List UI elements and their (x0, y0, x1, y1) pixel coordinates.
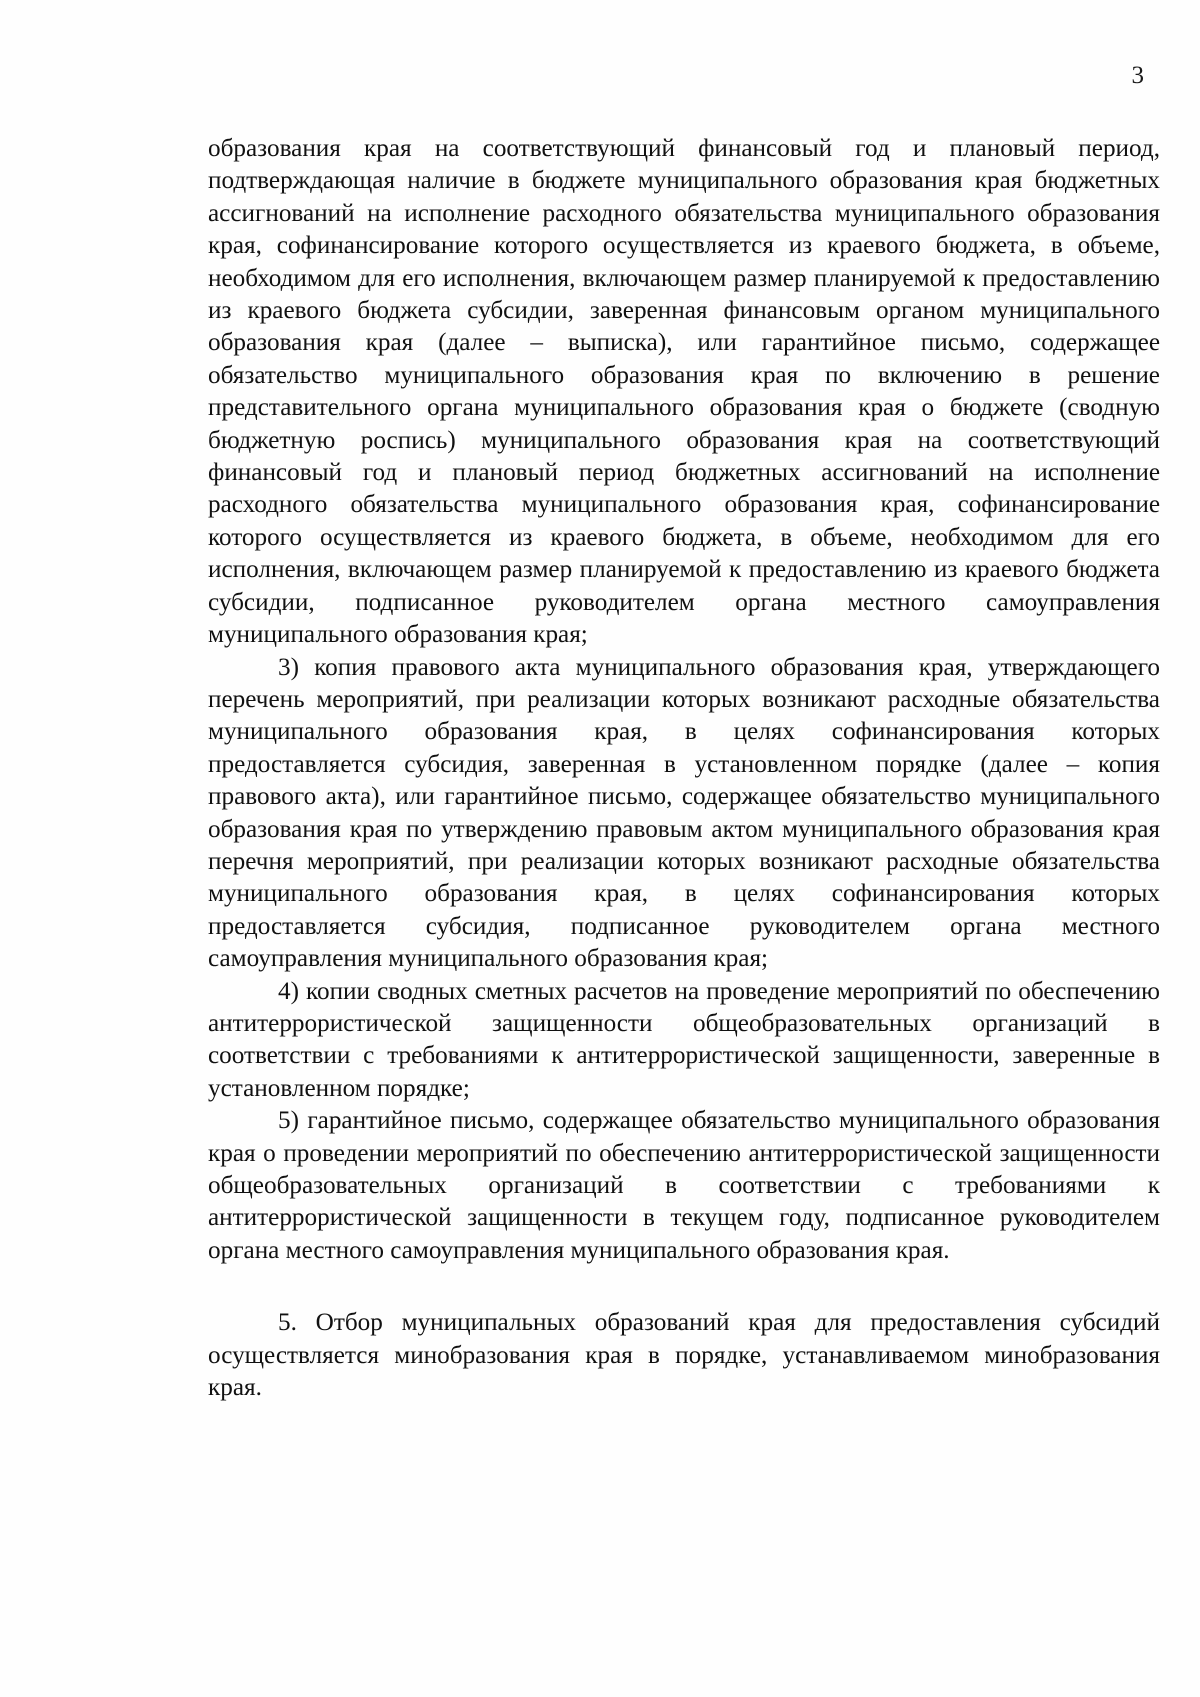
page-number: 3 (1131, 62, 1144, 89)
document-body (208, 133, 1160, 1404)
paragraph-item-3: 3) копия правового акта муниципального образования края, утверждающего перечень мероприятий, при реализации которых возникают расходные обязательства муниципального образования края, в целях софинансирования которых предоставляется субсидия, заверенная в установленном порядке (далее – копия правового акта), или гарантийное письмо, содержащее обязательство муниципального образования края по утверждению правовым актом муниципального образования края перечня мероприятий, при реализации которых возникают расходные обязательства муниципального образования края, в целях софинансирования которых предоставляется субсидия, подписанное руководителем органа местного самоуправления муниципального образования края; (208, 653, 1160, 973)
paragraph-section-5: 5. Отбор муниципальных образований края для предоставления субсидий осуществляется минобразования края в порядке, устанавливаемом минобразования края. (208, 1309, 1160, 1402)
paragraph-item-5: 5) гарантийное письмо, содержащее обязательство муниципального образования края о проведении мероприятий по обеспечению антитеррористической защищенности общеобразовательных организаций в соответствии с требованиями к антитеррористической защищенности в текущем году, подписанное руководителем органа местного самоуправления муниципального образования края. (208, 1107, 1160, 1264)
paragraph-item-4: 4) копии сводных сметных расчетов на проведение мероприятий по обеспечению антитеррористической защищенности общеобразовательных организаций в соответствии с требованиями к антитеррористической защищенности, заверенные в установленном порядке; (208, 977, 1160, 1102)
paragraph-continuation: образования края на соответствующий финансовый год и плановый период, подтверждающая наличие в бюджете муниципального образования края бюджетных ассигнований на исполнение расходного обязательства муниципального образования края, софинансирование которого осуществляется из краевого бюджета, в объеме, необходимом для его исполнения, включающем размер планируемой к предоставлению из краевого бюджета субсидии, заверенная финансовым органом муниципального образования края (далее – выписка), или гарантийное письмо, содержащее обязательство муниципального образования края по включению в решение представительного органа муниципального образования края о бюджете (сводную бюджетную роспись) муниципального образования края на соответствующий финансовый год и плановый период бюджетных ассигнований на исполнение расходного обязательства муниципального образования края, софинансирование которого осуществляется из краевого бюджета, в объеме, необходимом для его исполнения, включающем размер планируемой к предоставлению из краевого бюджета субсидии, подписанное руководителем органа местного самоуправления муниципального образования края; (208, 135, 1160, 649)
